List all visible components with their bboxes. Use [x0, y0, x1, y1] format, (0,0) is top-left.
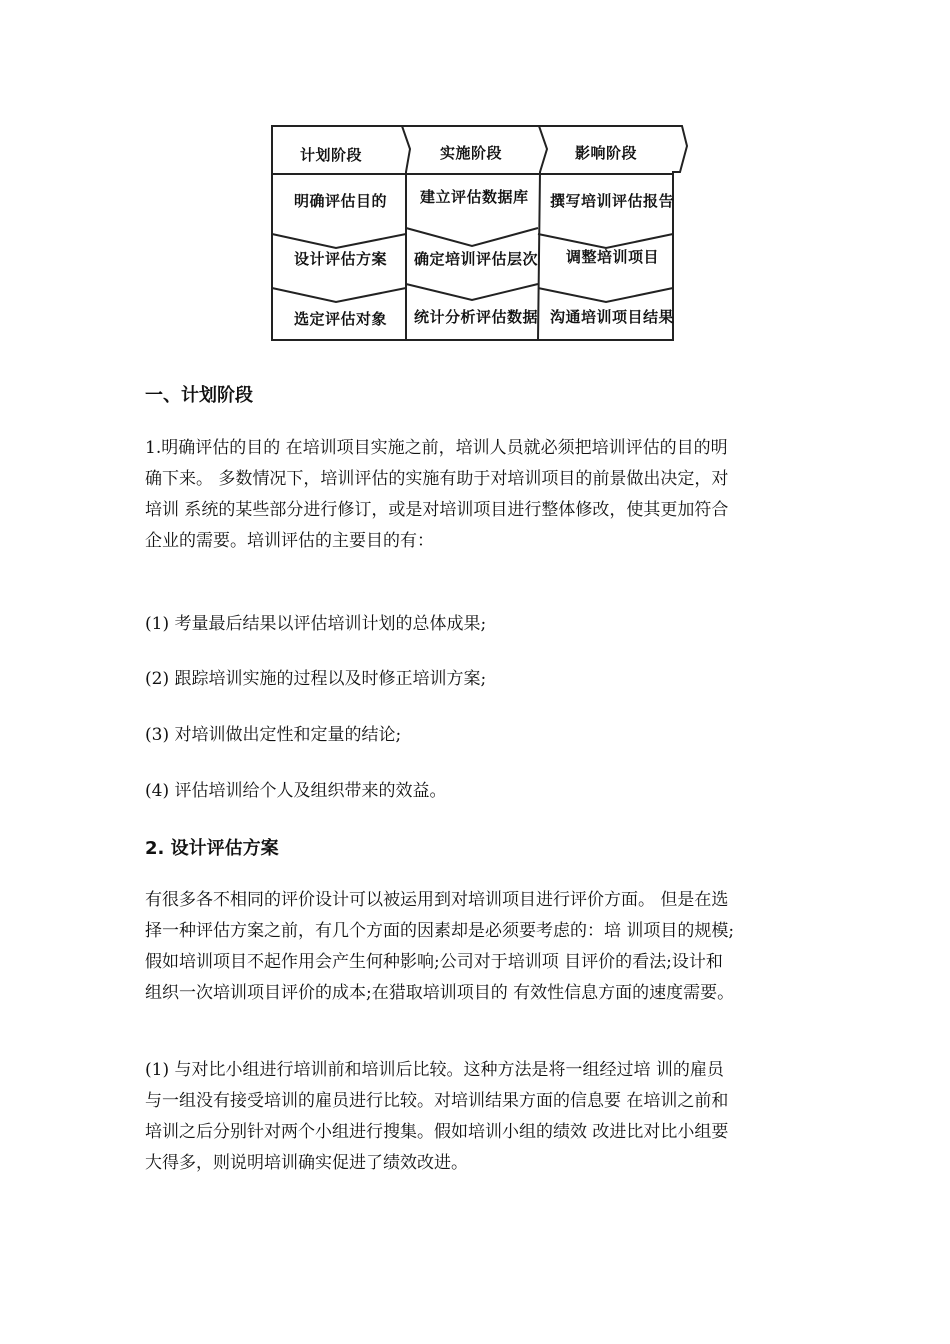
implement-item-1: 建立评估数据库 — [420, 188, 529, 206]
section1-item-1: (1) 考量最后结果以评估培训计划的总体成果; — [145, 614, 487, 634]
section1-heading: 一、计划阶段 — [145, 385, 253, 406]
section1-p1-line-1: 1.明确评估的目的 在培训项目实施之前，培训人员就必须把培训评估的目的明 — [145, 438, 728, 458]
implement-item-3: 统计分析评估数据 — [414, 308, 539, 326]
section2-p1-line-1: 有很多各不相同的评价设计可以被运用到对培训项目进行评价方面。 但是在选 — [145, 890, 729, 910]
section1-p1-line-3: 培训 系统的某些部分进行修订，或是对培训项目进行整体修改，使其更加符合 — [145, 500, 729, 520]
section1-item-4: (4) 评估培训给个人及组织带来的效益。 — [145, 781, 447, 801]
plan-item-1: 明确评估目的 — [294, 192, 388, 210]
impact-stage-header: 影响阶段 — [575, 144, 638, 162]
implement-item-2: 确定培训评估层次 — [414, 250, 539, 268]
impact-item-2: 调整培训项目 — [566, 248, 660, 266]
section2-p2-line-1: (1) 与对比小组进行培训前和培训后比较。这种方法是将一组经过培 训的雇员 — [145, 1060, 724, 1080]
section2-p2-line-3: 培训之后分别针对两个小组进行搜集。假如培训小组的绩效 改进比对比小组要 — [145, 1122, 729, 1142]
section1-paragraph — [145, 433, 810, 557]
plan-item-2: 设计评估方案 — [294, 250, 388, 268]
section2-heading: 2. 设计评估方案 — [145, 838, 279, 859]
plan-stage-header: 计划阶段 — [300, 146, 363, 164]
section2-p2-line-4: 大得多，则说明培训确实促进了绩效改进。 — [145, 1153, 468, 1173]
implement-stage-header: 实施阶段 — [440, 144, 503, 162]
section1-p1-line-4: 企业的需要。培训评估的主要目的有： — [145, 531, 434, 551]
plan-item-3: 选定评估对象 — [294, 310, 388, 328]
section2-p1-line-3: 假如培训项目不起作用会产生何种影响;公司对于培训项 目评价的看法;设计和 — [145, 952, 723, 972]
section2-p1-line-4: 组织一次培训项目评价的成本;在猎取培训项目的 有效性信息方面的速度需要。 — [145, 983, 735, 1003]
section1-item-2: (2) 跟踪培训实施的过程以及时修正培训方案; — [145, 669, 487, 689]
evaluation-process-diagram — [270, 124, 688, 344]
section2-p1-line-2: 择一种评估方案之前，有几个方面的因素却是必须要考虑的：培 训项目的规模; — [145, 921, 735, 941]
section1-item-3: (3) 对培训做出定性和定量的结论; — [145, 725, 402, 745]
section1-p1-line-2: 确下来。 多数情况下，培训评估的实施有助于对培训项目的前景做出决定，对 — [145, 469, 729, 489]
section2-paragraph-1 — [145, 885, 810, 1009]
section2-p2-line-2: 与一组没有接受培训的雇员进行比较。对培训结果方面的信息要 在培训之前和 — [145, 1091, 729, 1111]
section2-paragraph-2 — [145, 1055, 810, 1179]
impact-item-3: 沟通培训项目结果 — [550, 308, 675, 326]
impact-item-1: 撰写培训评估报告 — [550, 192, 675, 210]
